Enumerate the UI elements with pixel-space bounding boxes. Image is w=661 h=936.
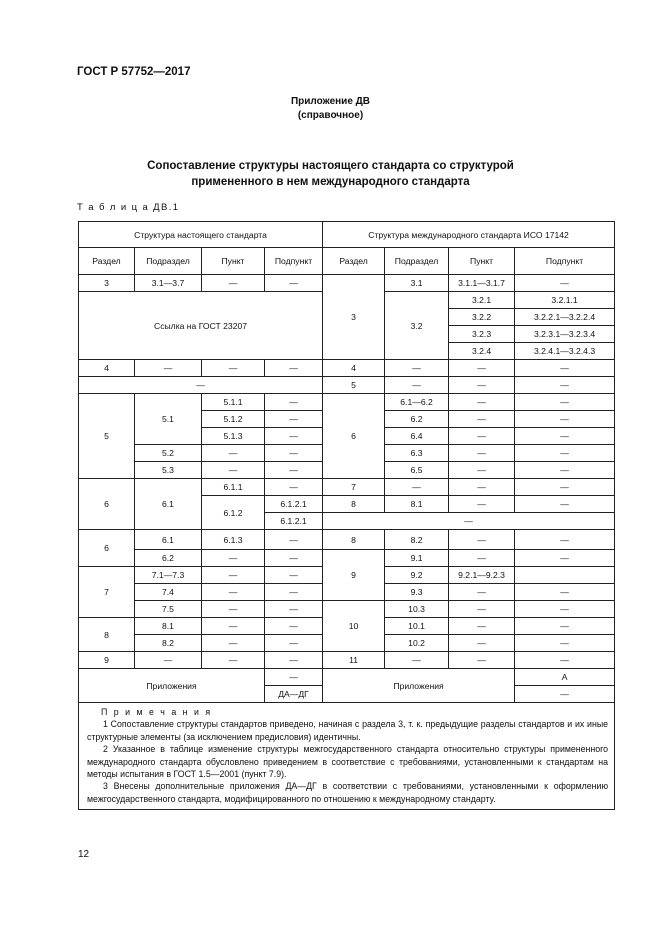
column-header: Раздел <box>79 248 135 275</box>
section-title-line-2: примененного в нем международного стандарта <box>191 176 470 188</box>
table-cell: 8.2 <box>385 530 449 550</box>
table-cell: — <box>515 377 615 394</box>
column-header: Подпункт <box>515 248 615 275</box>
table-cell: 10.1 <box>385 618 449 635</box>
table-cell: 6.3 <box>385 445 449 462</box>
table-cell: — <box>265 530 323 550</box>
table-cell: 6.1.2.1 <box>265 496 323 513</box>
table-cell: — <box>515 360 615 377</box>
table-cell: — <box>265 635 323 652</box>
table-cell: 8 <box>79 618 135 652</box>
page-number: 12 <box>78 849 90 860</box>
table-cell: — <box>449 496 515 513</box>
table-cell: 6.1.2 <box>202 496 265 530</box>
table-cell: 3 <box>79 275 135 292</box>
table-cell: — <box>449 360 515 377</box>
column-header: Раздел <box>323 248 385 275</box>
table-cell: — <box>515 652 615 669</box>
appendix-subtitle: (справочное) <box>297 110 364 121</box>
table-cell: 9.2.1—9.2.3 <box>449 567 515 584</box>
table-cell: 6.1.3 <box>202 530 265 550</box>
table-cell: — <box>515 686 615 703</box>
table-cell: — <box>449 462 515 479</box>
notes-cell <box>79 703 615 810</box>
table-cell: — <box>202 601 265 618</box>
table-cell: — <box>515 445 615 462</box>
note-item: 1 Сопоставление структуры стандартов приведено, начиная с раздела 3, т. к. предыдущие разделы стандартов и их иные структурные элементы (за исключением предисловия) идентичны. <box>87 719 609 742</box>
table-cell: — <box>265 445 323 462</box>
table-cell: — <box>265 567 323 584</box>
table-cell: 10.3 <box>385 601 449 618</box>
table-cell: — <box>265 275 323 292</box>
table-cell: 5.1.2 <box>202 411 265 428</box>
table-cell: — <box>449 428 515 445</box>
table-cell: 9.2 <box>385 567 449 584</box>
table-cell: — <box>515 479 615 496</box>
table-cell: — <box>515 462 615 479</box>
table-cell: — <box>515 496 615 513</box>
table-cell: — <box>323 513 615 530</box>
table-cell: — <box>265 411 323 428</box>
table-cell: ДА—ДГ <box>265 686 323 703</box>
table-cell: 6.1.1 <box>202 479 265 496</box>
table-cell: 11 <box>323 652 385 669</box>
table-cell: — <box>202 652 265 669</box>
table-cell: — <box>515 584 615 601</box>
table-cell: — <box>265 669 323 686</box>
table-cell: — <box>265 652 323 669</box>
table-cell: — <box>202 275 265 292</box>
table-cell: 3.2.2.1—3.2.2.4 <box>515 309 615 326</box>
table-cell: — <box>202 567 265 584</box>
table-cell: — <box>135 652 202 669</box>
table-cell: 9.1 <box>385 550 449 567</box>
table-cell: — <box>265 360 323 377</box>
table-cell: 7 <box>79 567 135 618</box>
table-cell: — <box>202 584 265 601</box>
table-cell: — <box>449 550 515 567</box>
structure-comparison-table <box>78 221 615 810</box>
table-cell: 6.2 <box>385 411 449 428</box>
table-cell: — <box>265 550 323 567</box>
group-header-left: Структура настоящего стандарта <box>79 222 323 248</box>
table-cell: — <box>449 530 515 550</box>
table-cell: 8.1 <box>135 618 202 635</box>
table-cell: — <box>202 445 265 462</box>
table-cell: А <box>515 669 615 686</box>
table-cell: 5.1.3 <box>202 428 265 445</box>
table-cell: 10 <box>323 601 385 652</box>
table-cell: — <box>265 394 323 411</box>
table-cell: — <box>385 377 449 394</box>
table-cell: Приложения <box>79 669 265 703</box>
table-cell: — <box>449 479 515 496</box>
table-cell: 3.2.4.1—3.2.4.3 <box>515 343 615 360</box>
table-cell: 3.1—3.7 <box>135 275 202 292</box>
table-cell: — <box>449 618 515 635</box>
table-cell: — <box>265 462 323 479</box>
table-cell: 6.1—6.2 <box>385 394 449 411</box>
table-cell: — <box>449 411 515 428</box>
table-cell: 9.3 <box>385 584 449 601</box>
table-cell: 4 <box>79 360 135 377</box>
table-cell: — <box>515 411 615 428</box>
table-cell: 5 <box>323 377 385 394</box>
table-cell: 9 <box>323 550 385 601</box>
note-item: 3 Внесены дополнительные приложения ДА—ДГ в соответствии с требованиями, установленными к оформлению межгосударственного стандарта, модифицированного по отношению к международному стандарту. <box>87 781 609 804</box>
table-cell: — <box>385 360 449 377</box>
table-cell: — <box>515 618 615 635</box>
table-cell: 7.5 <box>135 601 202 618</box>
table-cell: 6.1 <box>135 530 202 550</box>
table-cell: — <box>515 394 615 411</box>
table-cell: — <box>385 652 449 669</box>
appendix-title: Приложение ДВ <box>290 96 371 107</box>
table-cell: 6 <box>79 479 135 530</box>
column-header: Подраздел <box>135 248 202 275</box>
group-header-right: Структура международного стандарта ИСО 17142 <box>323 222 615 248</box>
table-cell: 3.2.2 <box>449 309 515 326</box>
table-cell: — <box>202 360 265 377</box>
table-cell: — <box>449 635 515 652</box>
table-cell: — <box>202 618 265 635</box>
column-header: Подраздел <box>385 248 449 275</box>
table-cell: 3.2.1 <box>449 292 515 309</box>
table-cell: 3.2.1.1 <box>515 292 615 309</box>
table-cell: 3 <box>323 275 385 360</box>
table-cell: 5.1.1 <box>202 394 265 411</box>
table-cell: — <box>449 445 515 462</box>
section-title-line-1: Сопоставление структуры настоящего стандарта со структурой <box>147 160 514 172</box>
table-cell: — <box>449 377 515 394</box>
table-cell: 6 <box>323 394 385 479</box>
table-caption: Т а б л и ц а ДВ.1 <box>77 202 180 213</box>
table-cell: 3.2 <box>385 292 449 360</box>
table-cell: 6 <box>79 530 135 567</box>
table-cell: — <box>202 462 265 479</box>
column-header: Пункт <box>449 248 515 275</box>
table-cell: — <box>515 428 615 445</box>
column-header: Подпункт <box>265 248 323 275</box>
table-cell: — <box>265 428 323 445</box>
table-cell: — <box>515 275 615 292</box>
column-header: Пункт <box>202 248 265 275</box>
table-cell: 6.4 <box>385 428 449 445</box>
table-cell: — <box>449 601 515 618</box>
table-cell: 3.2.3.1—3.2.3.4 <box>515 326 615 343</box>
table-cell: 6.1.2.1 <box>265 513 323 530</box>
table-cell: 7.4 <box>135 584 202 601</box>
table-cell: — <box>265 618 323 635</box>
table-cell: — <box>265 584 323 601</box>
table-cell: — <box>515 530 615 550</box>
table-cell: 8.2 <box>135 635 202 652</box>
table-cell: 3.1 <box>385 275 449 292</box>
table-cell: 5.1 <box>135 394 202 445</box>
table-cell: — <box>265 601 323 618</box>
table-cell: 3.2.3 <box>449 326 515 343</box>
table-cell: 9 <box>79 652 135 669</box>
table-cell: 3.1.1—3.1.7 <box>449 275 515 292</box>
table-cell: Ссылка на ГОСТ 23207 <box>79 292 323 360</box>
table-cell: 3.2.4 <box>449 343 515 360</box>
table-cell: — <box>135 360 202 377</box>
table-cell: — <box>515 635 615 652</box>
table-cell: — <box>202 550 265 567</box>
table-cell: — <box>79 377 323 394</box>
table-cell: 4 <box>323 360 385 377</box>
table-cell: — <box>202 635 265 652</box>
table-cell: 8.1 <box>385 496 449 513</box>
table-cell: 6.1 <box>135 479 202 530</box>
table-cell: — <box>449 584 515 601</box>
table-cell: — <box>449 652 515 669</box>
table-cell: 7.1—7.3 <box>135 567 202 584</box>
table-cell: 8 <box>323 496 385 513</box>
table-cell: 5.3 <box>135 462 202 479</box>
table-cell: 6.2 <box>135 550 202 567</box>
table-cell: 6.5 <box>385 462 449 479</box>
note-item: 2 Указанное в таблице изменение структуры межгосударственного стандарта относительно структуры примененного международного стандарта обусловлено приведением в соответствие с требованиями, установленными к стандартам на методы испытания в ГОСТ 1.5—2001 (пункт 7.9). <box>87 744 609 780</box>
table-cell: 5 <box>79 394 135 479</box>
table-cell: — <box>449 394 515 411</box>
notes-title: П р и м е ч а н и я <box>101 707 213 717</box>
document-code: ГОСТ Р 57752—2017 <box>77 66 191 78</box>
table-cell: Приложения <box>323 669 515 703</box>
table-cell: 7 <box>323 479 385 496</box>
table-cell: 5.2 <box>135 445 202 462</box>
table-cell <box>515 567 615 584</box>
table-cell: — <box>385 479 449 496</box>
table-cell: — <box>265 479 323 496</box>
table-cell: — <box>515 601 615 618</box>
table-cell: 10.2 <box>385 635 449 652</box>
table-cell: — <box>515 550 615 567</box>
table-cell: 8 <box>323 530 385 550</box>
